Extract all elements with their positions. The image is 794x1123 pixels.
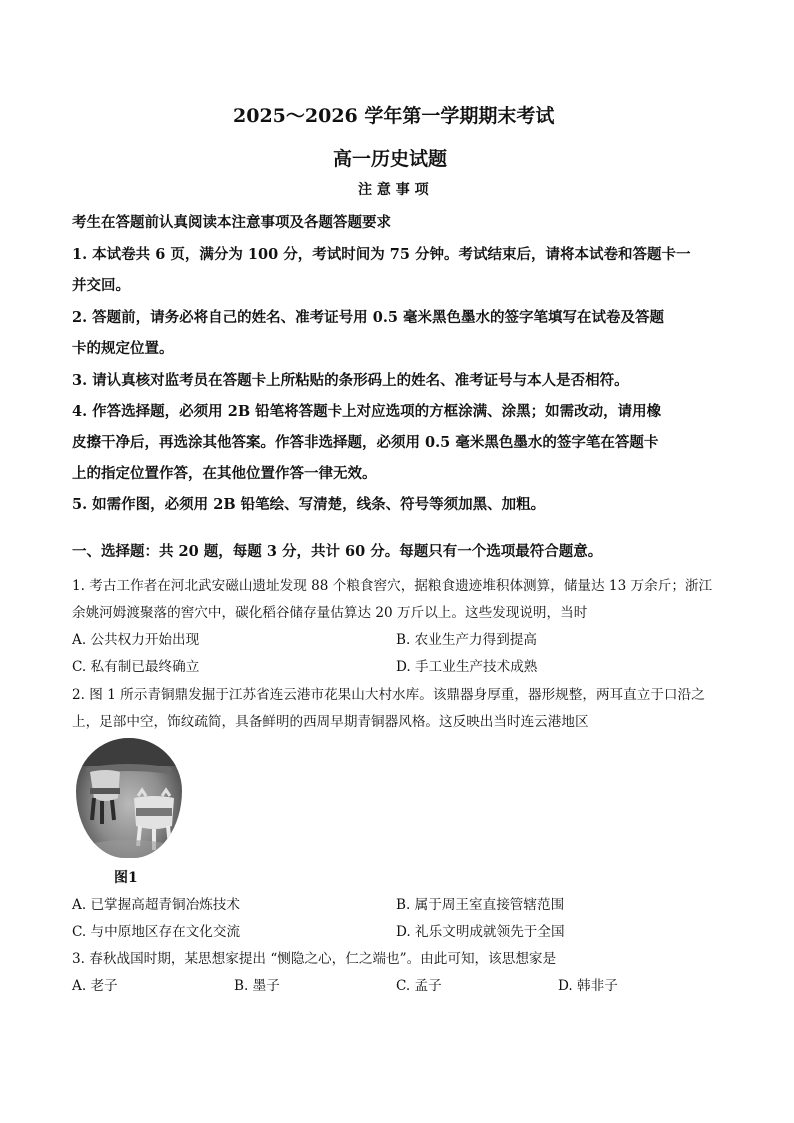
notice-line-2: 并交回。 <box>72 277 130 294</box>
q1-option-a: A. 公共权力开始出现 <box>72 632 200 648</box>
page-subtitle: 高一历史试题 <box>333 148 448 170</box>
notice-line-4: 卡的规定位置。 <box>72 340 174 357</box>
q1-stem-line1: 1. 考古工作者在河北武安磁山遗址发现 88 个粮食窖穴，据粮食遗迹堆积体测算，储量达 13 万余斤；浙江 <box>72 578 713 594</box>
q1-option-c: C. 私有制已最终确立 <box>72 659 200 675</box>
notice-heading: 注 意 事 项 <box>358 182 429 198</box>
section-heading: 一、选择题：共 20 题，每题 3 分，共计 60 分。每题只有一个选项最符合题意。 <box>72 543 603 560</box>
q3-stem-line1: 3. 春秋战国时期，某思想家提出 “恻隐之心，仁之端也”。由此可知，该思想家是 <box>72 951 557 967</box>
q2-stem-line2: 上，足部中空，饰纹疏简，具备鲜明的西周早期青铜器风格。这反映出当时连云港地区 <box>72 714 589 730</box>
q1-option-b: B. 农业生产力得到提高 <box>396 632 537 648</box>
q3-option-c: C. 孟子 <box>396 978 442 994</box>
figure-1 <box>76 738 182 864</box>
q2-stem-line1: 2. 图 1 所示青铜鼎发掘于江苏省连云港市花果山大村水库。该鼎器身厚重，器形规整，两耳直立于口沿之 <box>72 687 705 703</box>
figure-caption: 图1 <box>114 870 138 886</box>
notice-line-3: 2. 答题前，请务必将自己的姓名、准考证号用 0.5 毫米黑色墨水的签字笔填写在试卷及答题 <box>72 309 665 326</box>
notice-line-7: 皮擦干净后，再选涂其他答案。作答非选择题，必须用 0.5 毫米黑色墨水的签字笔在答题卡 <box>72 434 659 451</box>
bronze-ding-photo <box>76 738 182 858</box>
notice-line-8: 上的指定位置作答，在其他位置作答一律无效。 <box>72 465 377 482</box>
q3-option-b: B. 墨子 <box>234 978 280 994</box>
q3-option-a: A. 老子 <box>72 978 118 994</box>
q2-option-d: D. 礼乐文明成就领先于全国 <box>396 924 565 940</box>
page-title: 2025～2026 学年第一学期期末考试 <box>233 105 555 127</box>
q1-option-d: D. 手工业生产技术成熟 <box>396 659 538 675</box>
q3-option-d: D. 韩非子 <box>558 978 618 994</box>
q1-stem-line2: 余姚河姆渡聚落的窖穴中，碳化稻谷储存量估算达 20 万斤以上。这些发现说明，当时 <box>72 605 588 621</box>
q2-option-b: B. 属于周王室直接管辖范围 <box>396 897 565 913</box>
bronze-ding-illustration <box>76 738 182 858</box>
notice-intro: 考生在答题前认真阅读本注意事项及各题答题要求 <box>72 214 391 231</box>
notice-line-6: 4. 作答选择题，必须用 2B 铅笔将答题卡上对应选项的方框涂满、涂黑；如需改动，请用橡 <box>72 403 662 420</box>
q2-option-a: A. 已掌握高超青铜冶炼技术 <box>72 897 240 913</box>
q2-option-c: C. 与中原地区存在文化交流 <box>72 924 241 940</box>
notice-line-1: 1. 本试卷共 6 页，满分为 100 分，考试时间为 75 分钟。考试结束后，请将本试卷和答题卡一 <box>72 246 691 263</box>
notice-line-9: 5. 如需作图，必须用 2B 铅笔绘、写清楚，线条、符号等须加黑、加粗。 <box>72 496 546 513</box>
notice-line-5: 3. 请认真核对监考员在答题卡上所粘贴的条形码上的姓名、准考证号与本人是否相符。 <box>72 372 629 389</box>
